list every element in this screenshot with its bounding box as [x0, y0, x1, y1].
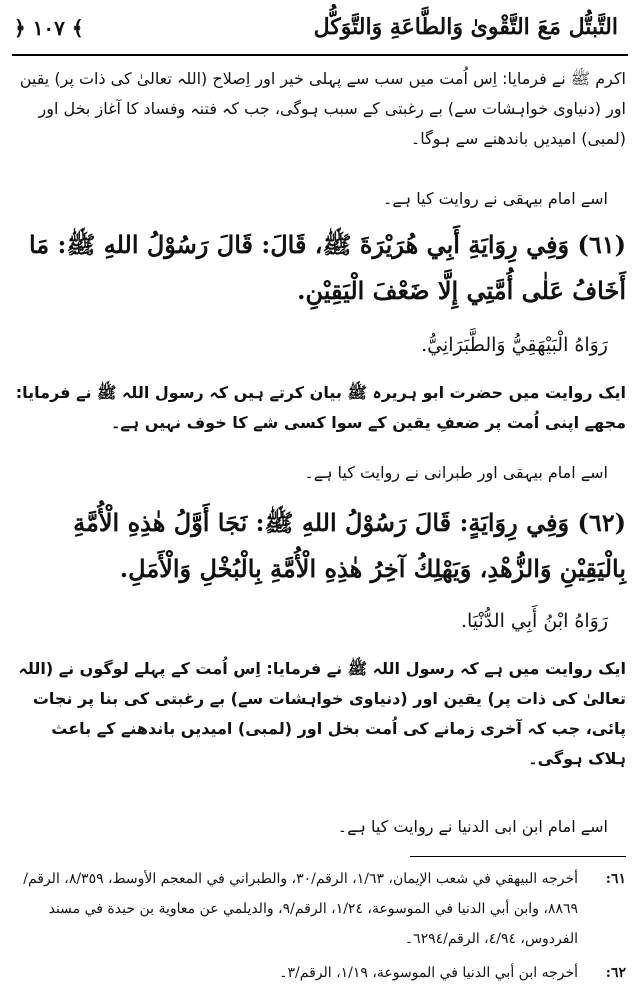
page-header — [0, 0, 640, 62]
narration-note-61: اسے امام بیہقی اور طبرانی نے روایت کیا ہے۔ — [304, 463, 608, 482]
hadith-61-arabic: (٦١) وَفِي رِوَايَةِ أَبِي هُرَيْرَةَ ﷺ، قَالَ: قَالَ رَسُوْلُ اللهِ ﷺ: مَا أَخَافُ عَلٰى أُمَّتِي إِلَّا ضَعْفَ الْيَقِيْنِ. — [28, 230, 626, 305]
narration-note-1: اسے امام بیہقی نے روایت کیا ہے۔ — [383, 189, 608, 208]
hadith-62-translation: ایک روایت میں ہے کہ رسول اللہ ﷺ نے فرمایا: اِس اُمت کے پہلے لوگوں نے (اللہ تعالیٰ کی ذات پر) یقین اور (دنیاوی خواہشات سے) بے رغبتی کی بنا پر نجات پائی، جب کہ آخری زمانے کی اُمت بخل اور (لمبی) امیدیں باندھنے کے باعث ہلاک ہوگی۔ — [18, 659, 626, 768]
hadith-61-translation: ایک روایت میں حضرت ابو ہریرہ ﷺ بیان کرتے ہیں کہ رسول اللہ ﷺ نے فرمایا: مجھے اپنی اُمت پر ضعفِ یقین کے سوا کسی شے کا خوف نہیں ہے۔ — [15, 383, 626, 432]
footnote-text: أخرجه ابن أبي الدنيا في الموسوعة، ١/١٩، الرقم/٣۔ — [279, 965, 578, 981]
footnote-rule — [410, 856, 626, 857]
footnote-62 — [14, 958, 626, 988]
page-number: ﴿ ١٠٧ ﴾ — [14, 16, 84, 40]
footnote-number: ٦٢: — [605, 965, 626, 981]
header-rule — [12, 54, 628, 56]
hadith-62-attribution: رَوَاهُ ابْنُ أَبِي الدُّنْيَا. — [460, 610, 608, 632]
narration-note-62: اسے امام ابن ابی الدنیا نے روایت کیا ہے۔ — [337, 817, 608, 836]
hadith-62-arabic: (٦٢) وَفِي رِوَايَةٍ: قَالَ رَسُوْلُ اللهِ ﷺ: نَجَا أَوَّلُ هٰذِهِ الْأُمَّةِ بِالْيَقِيْنِ وَالزُّهْدِ، وَيَهْلِكُ آخِرُ هٰذِهِ الْأُمَّةِ بِالْبُخْلِ وَالْأَمَلِ. — [73, 508, 626, 583]
hadith-61-attribution: رَوَاهُ الْبَيْهَقِيُّ وَالطَّبَرَانِيُّ. — [421, 334, 608, 356]
footnote-text: أخرجه البيهقي في شعب الإيمان، ١/٦٣، الرقم/٣٠، والطبراني في المعجم الأوسط، ٨/٣٥٩، الرقم/٨٨٦٩، وابن أبي الدنيا في الموسوعة، ١/٢٤، الرقم/٩، والديلمي عن معاوية بن حيدة في مسند الفردوس، ٤/٩٤، الرقم/٦٢٩٤۔ — [23, 871, 578, 947]
footnote-number: ٦١: — [605, 871, 626, 887]
urdu-paragraph-continued: اکرم ﷺ نے فرمایا: اِس اُمت میں سب سے پہلی خیر اور اِصلاح (اللہ تعالیٰ کی ذات پر) یقین اور (دنیاوی خواہشات سے) بے رغبتی کے سبب ہوگی، جب کہ فتنہ وفساد کا آغاز بخل اور (لمبی) امیدیں باندھنے سے ہوگا۔ — [19, 69, 626, 148]
running-title: التَّبتُّل مَعَ التَّقْوىٰ وَالطَّاعَةِ وَالتَّوَكُّل — [313, 14, 618, 40]
footnote-61 — [14, 864, 626, 954]
